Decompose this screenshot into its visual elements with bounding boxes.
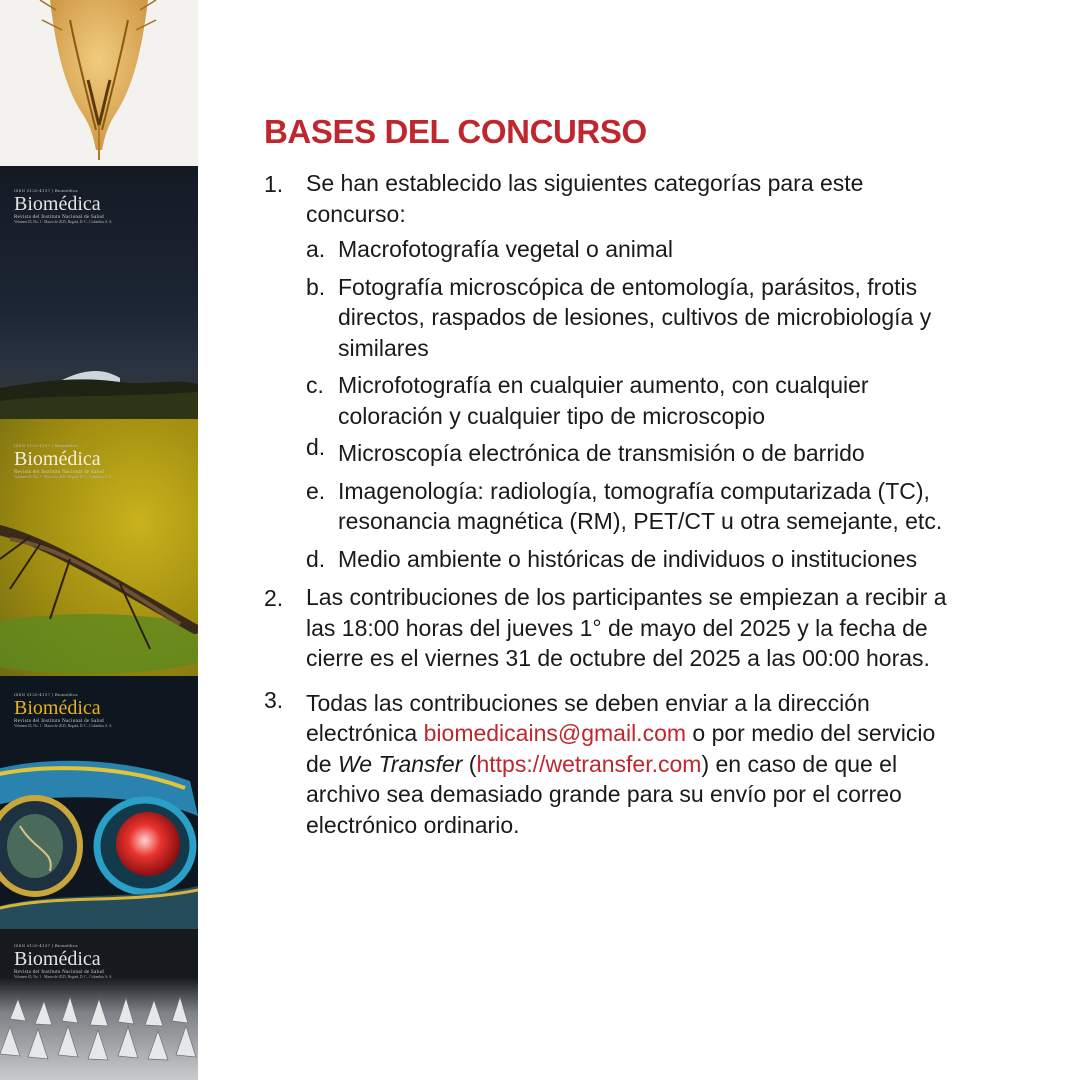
masthead-subtitle: Revista del Instituto Nacional de Salud [14,970,104,975]
paren-open: ( [468,750,477,777]
category-letter: b. [306,273,326,300]
masthead-brand: Biomédica [14,948,101,970]
category-text: Imagenología: radiología, tomografía computarizada (TC), resonancia magnética (RM), PET/CT u otra semejante, etc. [338,477,943,534]
page-title: BASES DEL CONCURSO [264,113,647,150]
rule-text-part: ) en caso de que el archivo sea demasiado grande para su envío por el correo electrónico ordinario. [306,750,902,838]
rule-number: 3. [264,686,284,713]
category-item [306,476,964,537]
category-letter: d. [306,434,326,460]
rule-text: Las contribuciones de los participantes se empiezan a recibir a las 18:00 horas del jueves 1° de mayo del 2025 y la fecha de cierre es el viernes 31 de octubre del 2025 a las 00:00 horas. [306,584,947,671]
category-text: Macrofotografía vegetal o animal [338,236,673,262]
masthead-issn: ISSN 0120-4157 | Biomédica [14,943,78,948]
masthead-issn: ISSN 0120-4157 | Biomédica [14,443,78,448]
cover-panel-night-landscape [0,166,198,419]
rule-number: 1. [264,171,284,197]
mountain-landscape-image [0,166,198,419]
category-item [306,544,964,575]
cover-strip [0,0,198,1080]
masthead-subtitle: Revista del Instituto Nacional de Salud [14,719,104,724]
wetransfer-link[interactable]: https://wetransfer.com [476,750,702,777]
mosquito-image [0,419,198,676]
cover-panel-microscopy [0,676,198,929]
cover-panel-electron-microscopy [0,929,198,1080]
rule-item-3 [264,688,964,841]
category-letter: d. [306,545,326,572]
category-letter: a. [306,236,326,262]
rule-text-part: Todas las contribuciones se deben enviar a la dirección electrónica [306,689,870,746]
rule-text: Se han establecido las siguientes categorías para este concurso: [306,170,864,227]
masthead-issn: ISSN 0120-4157 | Biomédica [14,692,78,697]
masthead-volume: Volumen 45, No. 1 · Marzo de 2025, Bogotá, D. C., Colombia, S. A. [14,220,113,224]
masthead-brand: Biomédica [14,448,101,470]
masthead-volume: Volumen 45, No. 1 · Marzo de 2025, Bogotá, D. C., Colombia, S. A. [14,475,113,479]
category-item [306,370,964,431]
rule-item-1 [264,168,964,574]
category-text: Microfotografía en cualquier aumento, con cualquier coloración y cualquier tipo de microscopio [338,372,869,429]
category-text: Medio ambiente o históricas de individuos o instituciones [338,545,918,572]
masthead-issn: ISSN 0120-4157 | Biomédica [14,188,78,193]
category-text: Fotografía microscópica de entomología, parásitos, frotis directos, raspados de lesiones, cultivos de microbiología y similares [338,273,932,361]
category-item [306,234,964,265]
email-link[interactable]: biomedicains@gmail.com [423,720,687,746]
masthead-subtitle: Revista del Instituto Nacional de Salud [14,470,104,475]
cover-panel-insect-specimen [0,0,198,166]
contest-rules [264,112,964,840]
category-item [306,272,964,364]
masthead-brand: Biomédica [14,697,101,719]
cover-panel-mosquito [0,419,198,676]
masthead-volume: Volumen 45, No. 1 · Marzo de 2025, Bogotá, D. C., Colombia, S. A. [14,975,113,979]
rule-text-part: o por medio del servicio de [306,720,936,777]
category-letter: c. [306,372,324,398]
masthead-subtitle: Revista del Instituto Nacional de Salud [14,215,104,220]
rule-number: 2. [264,585,284,611]
category-list [306,234,964,574]
category-item [306,434,964,469]
insect-specimen-image [0,0,198,166]
masthead-brand: Biomédica [14,193,101,215]
masthead-volume: Volumen 45, No. 1 · Marzo de 2025, Bogotá, D. C., Colombia, S. A. [14,724,113,728]
rule-text [306,688,964,841]
rule-item-2 [264,582,964,674]
microscopy-image [0,676,198,929]
category-text: Microscopía electrónica de transmisión o de barrido [338,440,865,466]
service-name: We Transfer [337,750,463,777]
category-letter: e. [306,477,326,504]
sem-spikes-image [0,929,198,1080]
